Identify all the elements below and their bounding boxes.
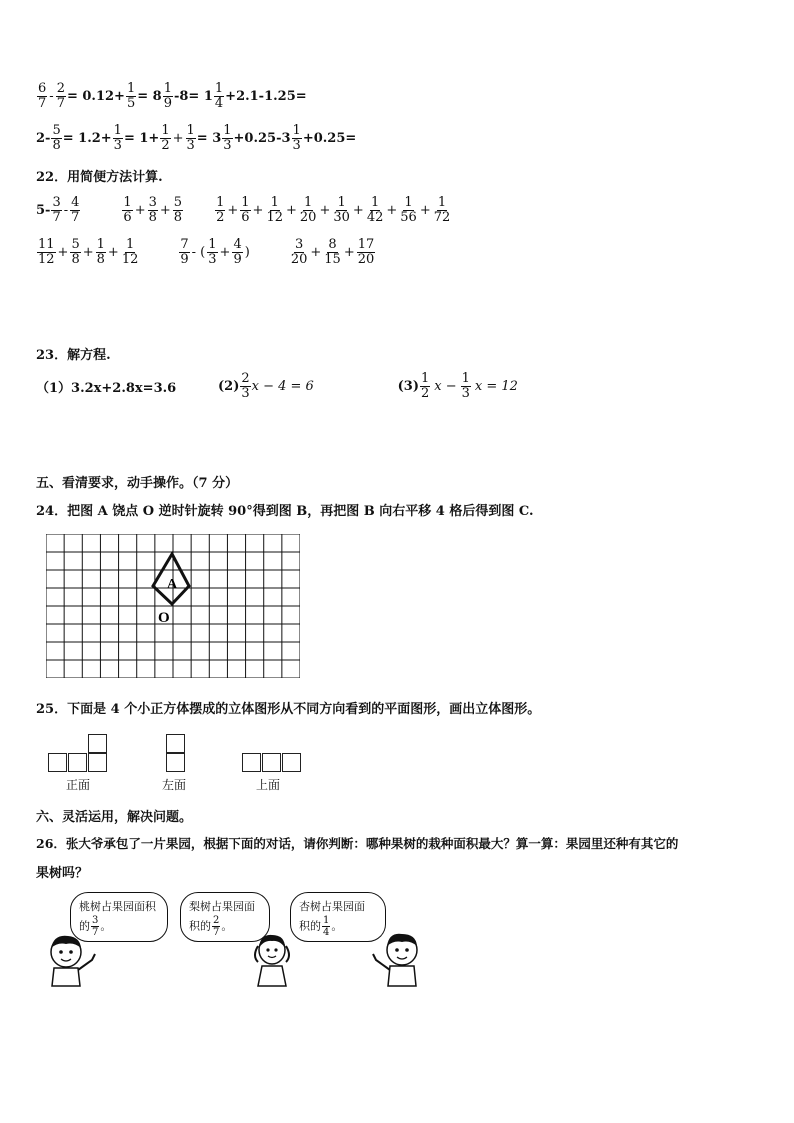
plus-sign: + [159, 203, 171, 218]
fraction: $\frac{5}{8}$ [71, 237, 80, 267]
fraction: $\frac{3}{7}$ [52, 195, 61, 225]
expr-text: 5- [36, 203, 51, 218]
plus-sign: + [419, 203, 431, 218]
expr-text: = 1.2+ [62, 131, 112, 146]
fraction: $\frac{1}{3}$ [113, 123, 122, 153]
section-6-title: 六、灵活运用，解决问题。 [36, 810, 193, 825]
bubble-text: 。 [221, 919, 233, 933]
fraction: $\frac{11}{12}$ [38, 237, 55, 267]
left-view [166, 734, 186, 774]
boy-figure-2-icon [368, 930, 426, 988]
fraction: $\frac{2}{3}$ [241, 371, 250, 401]
bubble-text: 。 [331, 919, 343, 933]
plus-sign: + [134, 203, 146, 218]
fraction: $\frac{6}{7}$ [38, 81, 47, 111]
expr-text: +0.25= [302, 131, 357, 146]
question-22-title: 22．用简便方法计算. [36, 170, 163, 185]
equation-3-text: x = 12 [474, 379, 518, 394]
question-25-title: 25．下面是 4 个小正方体摆成的立体图形从不同方向看到的平面图形，画出立体图形。 [36, 702, 541, 717]
fraction: $\frac{1}{3}$ [186, 123, 195, 153]
plus-sign: + [57, 245, 69, 260]
front-view [48, 734, 108, 774]
fraction: $\frac{1}{2}$ [161, 123, 170, 153]
fraction: $\frac{1}{3}$ [223, 123, 232, 153]
bubble-text: 的 [79, 919, 90, 933]
q22-row-2: $\frac{11}{12}$ + $\frac{5}{8}$ + $\frac{1}{8}$ + $\frac{1}{12}$ $\frac{7}{9}$ - ( $\frac{1}{3}$ + $\frac{4}{9}$ ) $\frac{3}{20}$ + $\frac{8}{15}$ + $\frac{17}{20}$ [38, 237, 375, 267]
q22-row-1: 5- $\frac{3}{7}$ - $\frac{4}{7}$ $\frac{1}{6}$ + $\frac{3}{8}$ + $\frac{5}{8}$ $\frac{1}{2}$ + $\frac{1}{6}$ + $\frac{1}{12}$ + $\frac{1}{20}$ + $\frac{1}{30}$ + $\frac{1}{42}$ + $\frac{1}{56}$ + $\frac{1}{72}$ [36, 195, 451, 225]
fraction: $\frac{1}{12}$ [121, 237, 139, 267]
fraction: $\frac{4}{9}$ [233, 237, 242, 267]
top-view-label: 上面 [256, 778, 281, 792]
fraction: $\frac{5}{8}$ [173, 195, 183, 225]
q23-equations [36, 372, 518, 401]
left-view-label: 左面 [162, 778, 187, 792]
equation-2-text: x − 4 = 6 [251, 379, 314, 394]
fraction: $\frac{5}{8}$ [52, 123, 61, 153]
expr-text: = 0.12+ [66, 89, 125, 104]
plus-sign: + [252, 203, 264, 218]
fraction: $\frac{1}{6}$ [241, 195, 250, 225]
boy-figure-icon [40, 930, 100, 988]
expr-text: ) [244, 245, 250, 260]
question-26-title: 26．张大爷承包了一片果园，根据下面的对话，请你判断：哪种果树的栽种面积最大？算一算：果园里还种有其它的 [36, 836, 679, 851]
expr-text: 2- [36, 131, 51, 146]
fraction: $\frac{1}{30}$ [333, 195, 350, 225]
equation-1: （1）3.2x+2.8x=3.6 [36, 381, 177, 396]
section-5-title: 五、看清要求，动手操作。（7 分） [36, 476, 239, 491]
plus-sign: + [319, 203, 331, 218]
fraction: $\frac{17}{20}$ [357, 237, 375, 267]
fraction: $\frac{1}{9}$ [163, 81, 172, 111]
bubble-text: 杏树占果园面 [299, 900, 365, 913]
bubble-text: 。 [100, 919, 112, 933]
equation-2-label: (2) [218, 379, 240, 394]
plus-sign: + [343, 245, 355, 260]
plus-sign: + [386, 203, 398, 218]
fraction: $\frac{1}{3}$ [208, 237, 217, 267]
expr-text: = 8 [137, 89, 162, 104]
point-o-label: O [158, 610, 170, 626]
bubble-text: 积的 [189, 919, 211, 933]
fraction: $\frac{2}{7}$ [56, 81, 65, 111]
fraction: $\frac{4}{7}$ [71, 195, 80, 225]
plus-sign: + [310, 245, 322, 260]
fraction: $\frac{7}{9}$ [180, 237, 189, 267]
girl-figure-icon [250, 930, 294, 988]
expr-text: = 1+ [123, 131, 160, 146]
fraction: $\frac{1}{2}$ [421, 371, 430, 401]
fraction: $\frac{3}{7}$ [92, 915, 99, 938]
plus-sign: + [352, 203, 364, 218]
fraction: $\frac{1}{56}$ [400, 195, 417, 225]
equation-3-label: (3) [397, 379, 419, 394]
question-23-title: 23．解方程. [36, 348, 111, 363]
fraction: $\frac{1}{2}$ [216, 195, 225, 225]
rotation-grid [46, 534, 300, 678]
equation-3-text: x − [434, 379, 457, 394]
fraction: $\frac{1}{4}$ [214, 81, 224, 111]
top-view [242, 753, 302, 773]
bubble-text: 积的 [299, 919, 321, 933]
expr-text: +0.25-3 [233, 131, 291, 146]
calc-row-2: 2- $\frac{5}{8}$ = 1.2+ $\frac{1}{3}$ = 1+ $\frac{1}{2}$ + $\frac{1}{3}$ = 3 $\frac{1}{3}$ +0.25-3 $\frac{1}{3}$ +0.25= [36, 123, 357, 153]
calc-row-1: $\frac{6}{7}$ - $\frac{2}{7}$ = 0.12+ $\frac{1}{5}$ = 8 $\frac{1}{9}$ -8= 1 $\frac{1}{4}$ +2.1-1.25= [38, 81, 307, 111]
expr-text: - ( [191, 245, 206, 260]
fraction: $\frac{2}{7}$ [213, 915, 220, 938]
fraction: $\frac{8}{15}$ [324, 237, 341, 267]
fraction: $\frac{1}{20}$ [299, 195, 317, 225]
bubble-text: 梨树占果园面 [189, 900, 255, 913]
expr-text: -8= 1 [173, 89, 213, 104]
expr-text: = 3 [196, 131, 222, 146]
bubble-text: 桃树占果园面积 [79, 900, 156, 913]
plus-sign: + [107, 245, 119, 260]
fraction: $\frac{1}{6}$ [123, 195, 132, 225]
shape-a-label: A [167, 577, 178, 592]
fraction: $\frac{1}{4}$ [323, 915, 330, 938]
front-view-label: 正面 [66, 778, 91, 792]
plus-sign: + [227, 203, 239, 218]
fraction: $\frac{1}{42}$ [366, 195, 384, 225]
question-26-title-cont: 果树吗？ [36, 866, 89, 881]
fraction: $\frac{1}{5}$ [126, 81, 136, 111]
fraction: $\frac{1}{3}$ [461, 371, 470, 401]
expr-text: +2.1-1.25= [225, 89, 307, 104]
fraction: $\frac{3}{20}$ [290, 237, 308, 267]
fraction: $\frac{1}{12}$ [266, 195, 283, 225]
question-24-title: 24．把图 A 饶点 O 逆时针旋转 90°得到图 B，再把图 B 向右平移 4 格后得到图 C. [36, 504, 534, 519]
fraction: $\frac{3}{8}$ [148, 195, 157, 225]
fraction: $\frac{1}{3}$ [292, 123, 301, 153]
plus-sign: + [82, 245, 94, 260]
fraction: $\frac{1}{8}$ [96, 237, 105, 267]
fraction: $\frac{1}{72}$ [433, 195, 451, 225]
plus-sign: + [286, 203, 297, 218]
